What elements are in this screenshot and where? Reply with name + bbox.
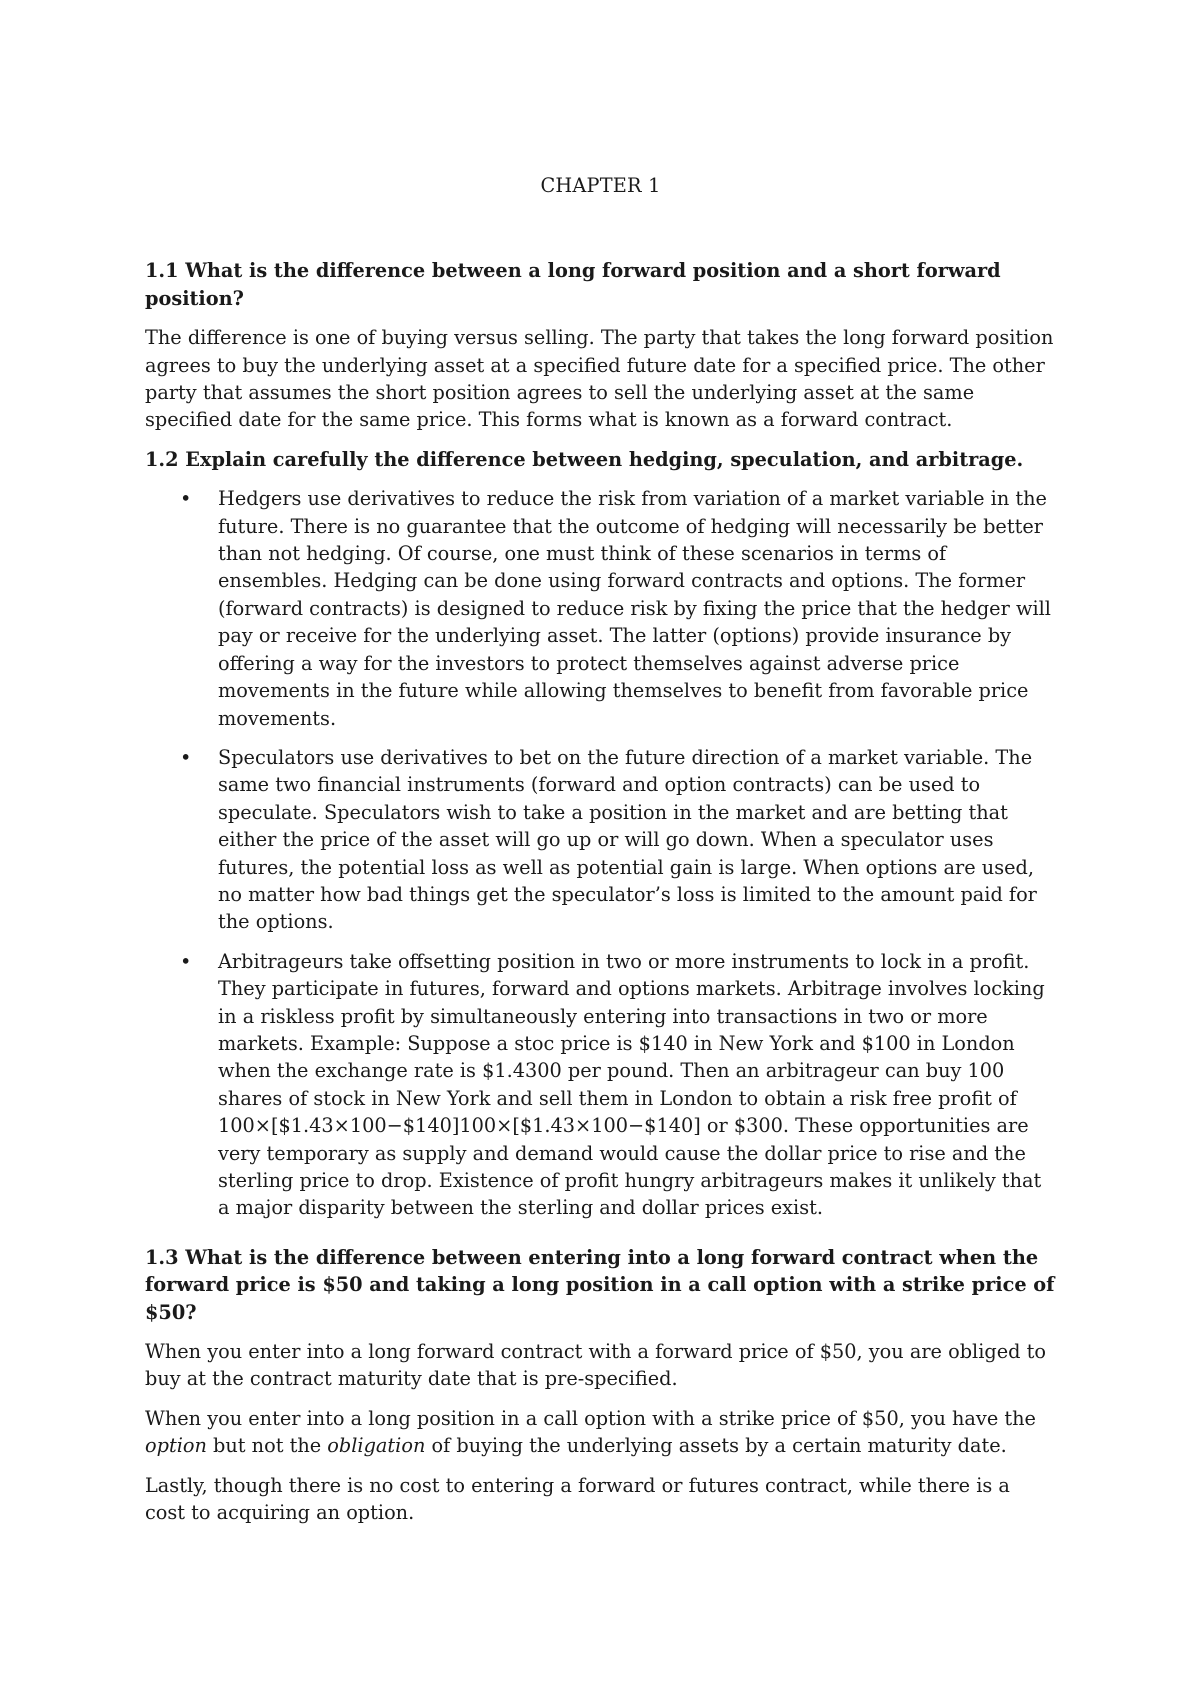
bullet-arbitrageurs-text: Arbitrageurs take offsetting position in two or more instruments to lock in a profit. They participate in futures, forward and options markets. Arbitrage involves locking in a riskless profit by simultaneously entering into transactions in two or more markets. Example: Suppose a stoc price is $140 in New York and $100 in London when the exchange rate is $1.4300 per pound. Then an arbitrageur can buy 100 shares of stock in New York and sell them in London to obtain a risk free profit of 100×[$1.43×100−$140]100×[$1.43×100−$140] or $300. These opportunities are very temporary as supply and demand would cause the dollar price to rise and the sterling price to drop. Existence of profit hungry arbitrageurs makes it unlikely that a major disparity between the sterling and dollar prices exist. (218, 949, 1045, 1220)
answer-1-1-paragraph: The difference is one of buying versus selling. The party that takes the long forward position agrees to buy the underlying asset at a specified future date for a specified price. The other party that assumes the short position agrees to sell the underlying asset at the same specified date for the same price. This forms what is known as a forward contract. (145, 326, 1054, 432)
answer-1-3-emphasis-option: option (145, 1434, 207, 1458)
chapter-title: CHAPTER 1 (540, 174, 661, 197)
section-question-1-1 (145, 257, 1056, 433)
answer-1-3-text-a: When you enter into a long position in a call option with a strike price of $50, you have the (145, 1406, 1036, 1430)
answer-1-2-bullet-list (145, 485, 1056, 1222)
bullet-dot-icon: • (180, 949, 192, 973)
bullet-dot-icon: • (180, 487, 192, 511)
question-1-3-heading: 1.3 What is the difference between entering into a long forward contract when the forward price is $50 and taking a long position in a call option with a strike price of $50? (145, 1245, 1055, 1324)
question-1-2-heading: 1.2 Explain carefully the difference between hedging, speculation, and arbitrage. (145, 447, 1024, 471)
section-question-1-3 (145, 1244, 1056, 1527)
answer-1-3-paragraph-2 (145, 1405, 1056, 1460)
answer-1-3-paragraph-1: When you enter into a long forward contract with a forward price of $50, you are obliged to buy at the contract maturity date that is pre-specified. (145, 1340, 1046, 1391)
answer-1-3-text-c: of buying the underlying assets by a certain maturity date. (425, 1434, 1007, 1458)
bullet-hedgers (180, 485, 1056, 732)
bullet-dot-icon: • (180, 745, 192, 769)
bullet-hedgers-text: Hedgers use derivatives to reduce the risk from variation of a market variable in the future. There is no guarantee that the outcome of hedging will necessarily be better than not hedging. Of course, one must think of these scenarios in terms of ensembles. Hedging can be done using forward contracts and options. The former (forward contracts) is designed to reduce risk by fixing the price that the hedger will pay or receive for the underlying asset. The latter (options) provide insurance by offering a way for the investors to protect themselves against adverse price movements in the future while allowing themselves to benefit from favorable price movements. (218, 487, 1051, 730)
bullet-speculators (180, 744, 1056, 936)
question-1-1-heading: 1.1 What is the difference between a long forward position and a short forward position? (145, 259, 1001, 310)
answer-1-3-paragraph-3: Lastly, though there is no cost to entering a forward or futures contract, while there is a cost to acquiring an option. (145, 1473, 1010, 1525)
answer-1-3-emphasis-obligation: obligation (327, 1434, 426, 1458)
answer-1-3-text-b: but not the (206, 1434, 328, 1458)
section-question-1-2 (145, 446, 1056, 1222)
bullet-speculators-text: Speculators use derivatives to bet on the future direction of a market variable. The same two financial instruments (forward and option contracts) can be used to speculate. Speculators wish to take a position in the market and are betting that either the price of the asset will go up or will go down. When a speculator uses futures, the potential loss as well as potential gain is large. When options are used, no matter how bad things get the speculator’s loss is limited to the amount paid for the options. (218, 745, 1037, 934)
bullet-arbitrageurs (180, 948, 1056, 1222)
